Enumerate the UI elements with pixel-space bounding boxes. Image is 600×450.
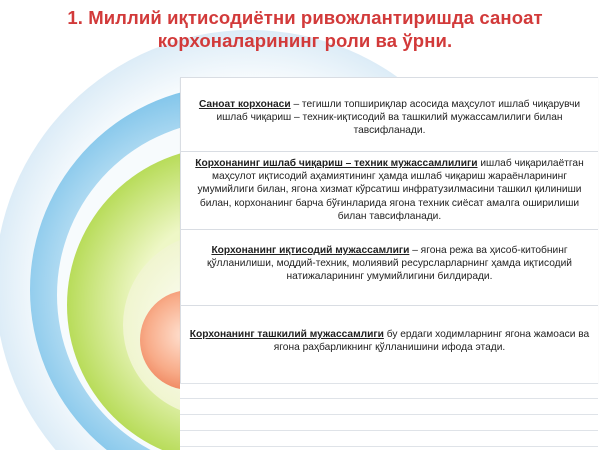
definition-text: ишлаб чиқарилаётган маҳсулот иқтисодий аҳамиятининг ҳамда ишлаб чиқариш жараёнларининг умумийлиги билан, ягона хизмат кўрсатиш инфратузилмасини ташкил қилиниши билан, корхонанинг барча бўғинларида ягона техник сиёсат амалга оширилиши билан тавсифланади. <box>197 158 584 222</box>
row-divider <box>180 414 598 415</box>
definition-term: Корхонанинг ишлаб чиқариш – техник мужассамлилиги <box>195 158 478 169</box>
definition-text: – тегишли топшириқлар асосида маҳсулот ишлаб чиқарувчи ишлаб чиқариш – техник-иқтисодий ва ташкилий мужассамлилиги билан тавсифланади. <box>216 99 581 137</box>
row-divider <box>180 430 598 431</box>
definition-text: бу ердаги ходимларнинг ягона жамоаси ва ягона раҳбарликнинг қўлланишини ифода этади. <box>273 329 590 354</box>
definition-term: Саноат корхонаси <box>198 99 291 110</box>
definition-block-production-technical <box>180 151 598 229</box>
definition-block-economic <box>180 229 598 305</box>
title-line-2: корхоналарининг роли ва ўрни. <box>157 30 453 51</box>
row-divider <box>180 398 598 399</box>
definition-text: – ягона режа ва ҳисоб-китобнинг қўлланилиши, моддий-техник, молиявий ресурсларларнинг ҳамда иқтисодий натижаларининг умумийлигини билдиради. <box>207 245 572 283</box>
empty-rows-area <box>180 383 598 450</box>
definition-term: Корхонанинг иқтисодий мужассамлиги <box>211 245 410 256</box>
definition-block-organizational <box>180 305 598 383</box>
definition-term: Корхонанинг ташкилий мужассамлиги <box>189 329 384 340</box>
slide-title <box>20 6 590 52</box>
title-line-1: 1. Миллий иқтисодиётни ривожлантиришда саноат <box>67 7 543 28</box>
row-divider <box>180 383 598 384</box>
row-divider <box>180 446 598 447</box>
definition-block-enterprise <box>180 77 598 151</box>
